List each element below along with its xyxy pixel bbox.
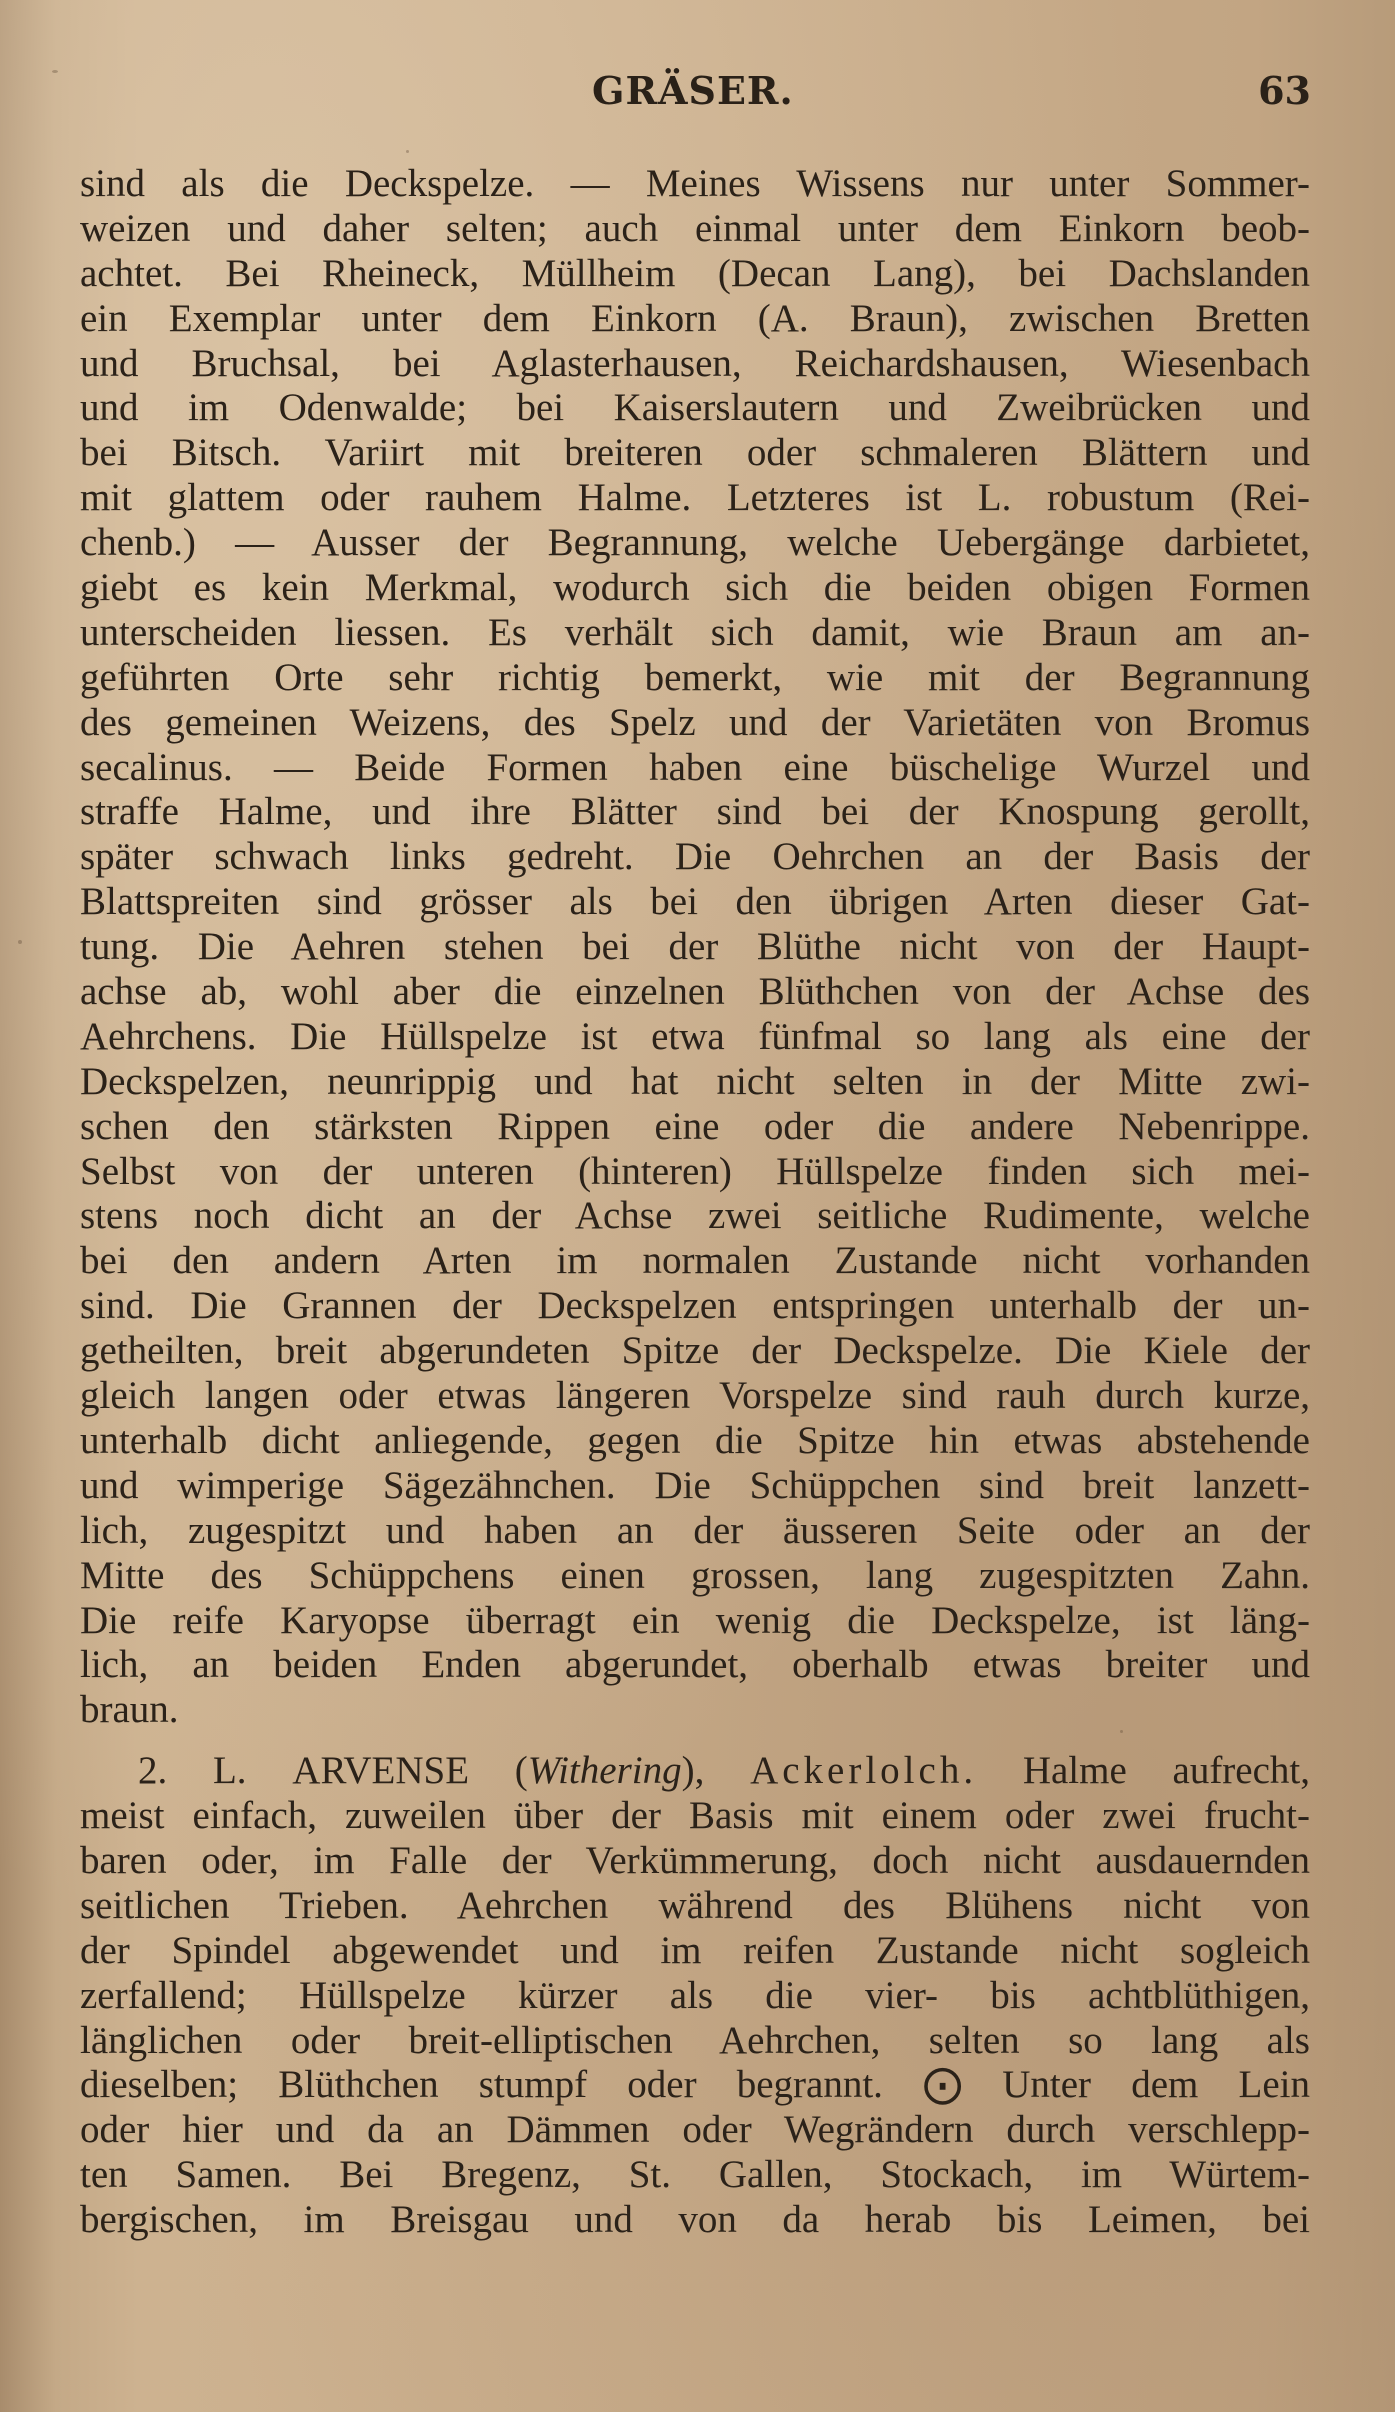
common-name: Ackerlolch. <box>750 1749 978 1793</box>
paragraph-1 <box>80 162 1310 1733</box>
text-line: achse ab, wohl aber die einzelnen Blüthchen von der Achse des <box>80 970 1310 1014</box>
author-open: ( <box>469 1749 528 1793</box>
text-line: des gemeinen Weizens, des Spelz und der Varietäten von Bromus <box>80 700 1310 744</box>
text-line: und Bruchsal, bei Aglasterhausen, Reichardshausen, Wiesenbach <box>80 341 1310 385</box>
text-line: schen den stärksten Rippen eine oder die andere Nebenrippe. <box>80 1104 1310 1148</box>
text-line: dieselben; Blüthchen stumpf oder begrannt. ⨀ Unter dem Lein <box>80 2063 1310 2107</box>
entry-number: 2. L. <box>138 1749 247 1793</box>
text-line: tung. Die Aehren stehen bei der Blüthe nicht von der Haupt- <box>80 925 1310 969</box>
text-line: und wimperige Sägezähnchen. Die Schüppchen sind breit lanzett- <box>80 1463 1310 1507</box>
text-line: getheilten, breit abgerundeten Spitze der Deckspelze. Die Kiele der <box>80 1329 1310 1373</box>
paper-speck <box>52 70 58 73</box>
text-line: baren oder, im Falle der Verkümmerung, doch nicht ausdauernden <box>80 1838 1310 1882</box>
species-name: ARVENSE <box>292 1749 470 1793</box>
text-line: Aehrchens. Die Hüllspelze ist etwa fünfmal so lang als eine der <box>80 1014 1310 1058</box>
text-line: sind als die Deckspelze. — Meines Wissens nur unter Sommer- <box>80 162 1310 205</box>
text-line: straffe Halme, und ihre Blätter sind bei der Knospung gerollt, <box>80 790 1310 834</box>
page-header <box>0 68 1395 128</box>
text-line: bei den andern Arten im normalen Zustande nicht vorhanden <box>80 1239 1310 1283</box>
paper-speck <box>406 150 409 153</box>
text-line: achtet. Bei Rheineck, Müllheim (Decan Lang), bei Dachslanden <box>80 251 1310 295</box>
text-line: unterscheiden liessen. Es verhält sich damit, wie Braun am an- <box>80 610 1310 654</box>
text-line: ein Exemplar unter dem Einkorn (A. Braun), zwischen Bretten <box>80 296 1310 340</box>
text-line: unterhalb dicht anliegende, gegen die Spitze hin etwas abstehende <box>80 1418 1310 1462</box>
text-line: giebt es kein Merkmal, wodurch sich die beiden obigen Formen <box>80 566 1310 610</box>
author-name: Withering <box>527 1749 682 1793</box>
text-line: Deckspelzen, neunrippig und hat nicht selten in der Mitte zwi- <box>80 1059 1310 1103</box>
text-line: Die reife Karyopse überragt ein wenig die Deckspelze, ist läng- <box>80 1598 1310 1642</box>
text-line: lich, an beiden Enden abgerundet, oberhalb etwas breiter und <box>80 1643 1310 1687</box>
text-line: ten Samen. Bei Bregenz, St. Gallen, Stockach, im Würtem- <box>80 2153 1310 2197</box>
text-line: Mitte des Schüppchens einen grossen, lang zugespitzten Zahn. <box>80 1553 1310 1597</box>
text-line: länglichen oder breit-elliptischen Aehrchen, selten so lang als <box>80 2018 1310 2062</box>
text-line: gleich langen oder etwas längeren Vorspelze sind rauh durch kurze, <box>80 1374 1310 1418</box>
paragraph-2-entry-lolium-arvense <box>80 1749 1310 2243</box>
text-line: später schwach links gedreht. Die Oehrchen an der Basis der <box>80 835 1310 879</box>
text-line: secalinus. — Beide Formen haben eine büschelige Wurzel und <box>80 745 1310 789</box>
text-line: der Spindel abgewendet und im reifen Zustande nicht sogleich <box>80 1928 1310 1972</box>
first-line-rest: Halme aufrecht, <box>977 1749 1311 1793</box>
paper-speck <box>1120 1730 1123 1733</box>
text-line: weizen und daher selten; auch einmal unter dem Einkorn beob- <box>80 206 1310 250</box>
page-number: 63 <box>1258 68 1311 113</box>
text-line: geführten Orte sehr richtig bemerkt, wie mit der Begrannung <box>80 655 1310 699</box>
entry-heading-line <box>80 1749 1310 1794</box>
text-line: lich, zugespitzt und haben an der äusseren Seite oder an der <box>80 1508 1310 1552</box>
paragraph-gap <box>80 1733 1310 1749</box>
text-line: zerfallend; Hüllspelze kürzer als die vier- bis achtblüthigen, <box>80 1973 1310 2017</box>
text-line: braun. <box>80 1688 179 1732</box>
text-line: stens noch dicht an der Achse zwei seitliche Rudimente, welche <box>80 1194 1310 1238</box>
text-line: seitlichen Trieben. Aehrchen während des Blühens nicht von <box>80 1883 1310 1927</box>
text-line: meist einfach, zuweilen über der Basis mit einem oder zwei frucht- <box>80 1794 1310 1838</box>
body-text <box>80 162 1310 2243</box>
text-line: Blattspreiten sind grösser als bei den übrigen Arten dieser Gat- <box>80 880 1310 924</box>
text-line: sind. Die Grannen der Deckspelzen entspringen unterhalb der un- <box>80 1284 1310 1328</box>
text-line: Selbst von der unteren (hinteren) Hüllspelze finden sich mei- <box>80 1149 1310 1193</box>
text-line: bergischen, im Breisgau und von da herab bis Leimen, bei <box>80 2198 1310 2242</box>
text-line: bei Bitsch. Variirt mit breiteren oder schmaleren Blättern und <box>80 431 1310 475</box>
text-line: und im Odenwalde; bei Kaiserslautern und Zweibrücken und <box>80 386 1310 430</box>
text-line: chenb.) — Ausser der Begrannung, welche Uebergänge darbietet, <box>80 521 1310 565</box>
text-line: mit glattem oder rauhem Halme. Letzteres ist L. robustum (Rei- <box>80 476 1310 520</box>
text-line: oder hier und da an Dämmen oder Wegrändern durch verschlepp- <box>80 2108 1310 2152</box>
running-title: GRÄSER. <box>592 68 794 113</box>
paper-speck <box>18 940 22 944</box>
author-close: ), <box>681 1749 751 1793</box>
